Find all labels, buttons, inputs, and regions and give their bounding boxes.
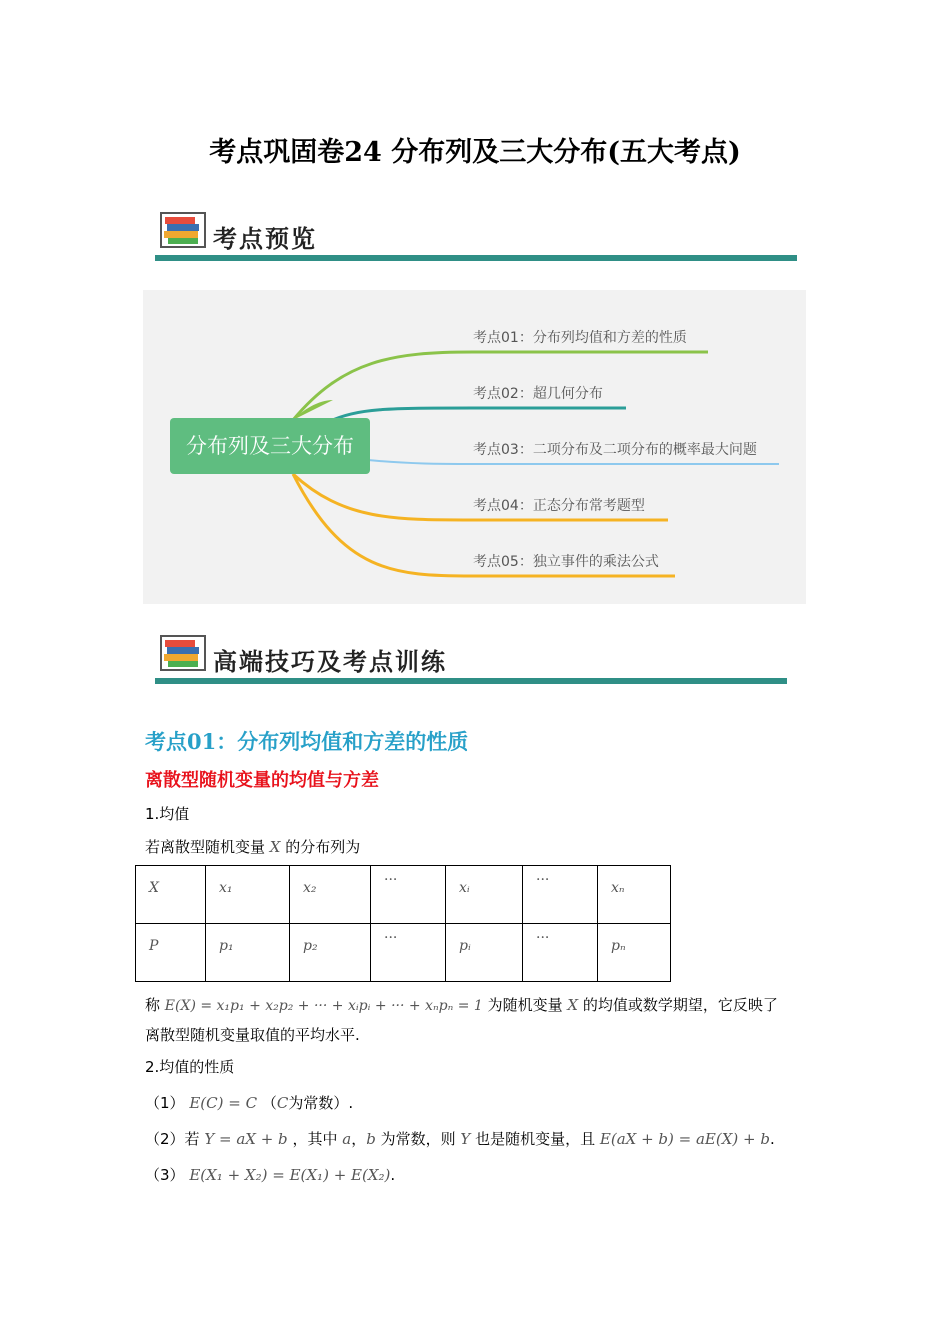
expectation-formula: E(X) = x₁p₁ + x₂p₂ + ··· + xᵢpᵢ + ··· + xₙpₙ = 1	[164, 998, 483, 1014]
table-cell: xᵢ	[446, 866, 523, 924]
mind-map-center: 分布列及三大分布	[170, 418, 370, 474]
table-cell: xₙ	[598, 866, 671, 924]
books-icon	[159, 209, 209, 249]
intro-text-pre: 若离散型随机变量	[145, 838, 266, 856]
property-text: 为常数）.	[288, 1094, 354, 1112]
mind-map-branch-2: 考点02：超几何分布	[473, 386, 603, 402]
property-formula: Y = aX + b	[204, 1130, 288, 1148]
books-icon	[159, 632, 209, 672]
property-1	[145, 1092, 353, 1114]
property-formula: E(C) = C	[189, 1094, 258, 1112]
item-properties-heading: 2.均值的性质	[145, 1058, 235, 1076]
section-heading: 考点01：分布列均值和方差的性质	[145, 729, 469, 754]
table-cell: P	[136, 924, 206, 982]
definition-line-2: 离散型随机变量取值的平均水平.	[145, 1026, 360, 1044]
period: .	[390, 1166, 396, 1184]
property-number: （3）	[145, 1166, 185, 1184]
banner-heading: 考点预览	[213, 224, 317, 253]
table-cell: p₂	[290, 924, 371, 982]
page-title: 考点巩固卷24 分布列及三大分布(五大考点)	[209, 137, 741, 168]
constant-b: b	[366, 1130, 376, 1148]
mind-map-branch-4: 考点04：正态分布常考题型	[473, 498, 645, 514]
table-cell: X	[136, 866, 206, 924]
constant-a: a	[342, 1130, 352, 1148]
table-cell: pᵢ	[446, 924, 523, 982]
property-text: ，其中	[292, 1130, 338, 1148]
table-cell: ···	[523, 866, 598, 924]
intro-text-post: 的分布列为	[285, 838, 361, 856]
table-cell: x₂	[290, 866, 371, 924]
property-2	[145, 1128, 775, 1150]
definition-text-post: 的均值或数学期望，它反映了	[582, 996, 778, 1014]
property-number: （1）	[145, 1094, 185, 1112]
table-row	[136, 924, 671, 982]
distribution-table	[135, 865, 671, 982]
banner-underline	[155, 255, 797, 261]
definition-line	[145, 994, 778, 1017]
constant-variable: C	[276, 1094, 289, 1112]
table-cell: ···	[371, 924, 446, 982]
table-cell: pₙ	[598, 924, 671, 982]
separator: ，	[351, 1130, 367, 1148]
sub-heading: 离散型随机变量的均值与方差	[145, 770, 379, 791]
property-3	[145, 1164, 395, 1186]
item-mean-heading: 1.均值	[145, 805, 190, 823]
definition-variable: X	[567, 996, 579, 1014]
definition-text-mid: 为随机变量	[487, 996, 563, 1014]
property-number: （2）若	[145, 1130, 200, 1148]
table-cell: ···	[523, 924, 598, 982]
intro-variable: X	[269, 838, 281, 856]
section-banner-training	[155, 628, 787, 686]
mind-map-branch-5: 考点05：独立事件的乘法公式	[473, 554, 659, 570]
banner-underline	[155, 678, 787, 684]
property-text: 也是随机变量，且	[475, 1130, 596, 1148]
property-text: 为常数，则	[380, 1130, 456, 1148]
definition-text-pre: 称	[145, 996, 161, 1014]
period: .	[769, 1130, 775, 1148]
banner-heading: 高端技巧及考点训练	[213, 647, 447, 676]
table-cell: p₁	[206, 924, 290, 982]
table-cell: ···	[371, 866, 446, 924]
mind-map-branch-1: 考点01：分布列均值和方差的性质	[473, 330, 687, 346]
mind-map-branch-3: 考点03：二项分布及二项分布的概率最大问题	[473, 442, 757, 458]
section-banner-preview	[155, 205, 797, 261]
paren-open: （	[261, 1094, 277, 1112]
table-cell: x₁	[206, 866, 290, 924]
intro-line	[145, 836, 360, 858]
linearity-formula: E(aX + b) = aE(X) + b	[599, 1130, 770, 1148]
property-formula: E(X₁ + X₂) = E(X₁) + E(X₂)	[189, 1166, 391, 1184]
table-row	[136, 866, 671, 924]
mind-map	[143, 290, 806, 604]
variable-y: Y	[460, 1130, 471, 1148]
